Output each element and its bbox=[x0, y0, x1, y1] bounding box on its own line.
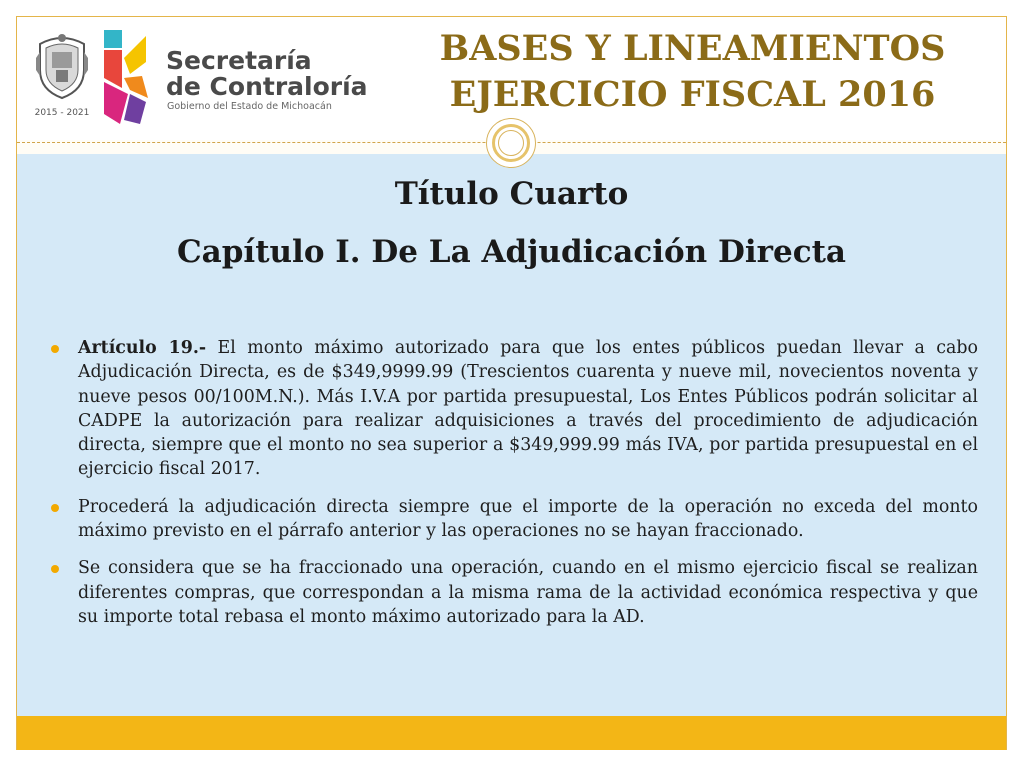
title-heading: Título Cuarto bbox=[394, 176, 629, 212]
coat-of-arms-icon bbox=[34, 30, 90, 100]
org-name-line1: Secretaría bbox=[166, 46, 312, 75]
list-item bbox=[48, 495, 978, 544]
slide-title bbox=[405, 26, 980, 118]
org-subtitle: Gobierno del Estado de Michoacán bbox=[167, 101, 332, 112]
list-item-text: Procederá la adjudicación directa siempre que el importe de la operación no exceda del monto máximo previsto en el párrafo anterior y las operaciones no se hayan fraccionado. bbox=[78, 496, 978, 542]
bottom-bar bbox=[17, 716, 1006, 750]
bullet-dot-icon bbox=[51, 504, 59, 512]
slide-title-line1: BASES Y LINEAMIENTOS bbox=[439, 28, 946, 69]
ornament-ring-icon bbox=[486, 118, 536, 168]
org-name bbox=[166, 48, 368, 100]
chapter-heading: Capítulo I. De La Adjudicación Directa bbox=[176, 234, 847, 270]
slide-title-line2: EJERCICIO FISCAL 2016 bbox=[449, 74, 936, 115]
bullet-list bbox=[48, 336, 978, 642]
bullet-dot-icon bbox=[51, 565, 59, 573]
org-name-line2: de Contraloría bbox=[166, 72, 368, 101]
article-label: Artículo 19.- bbox=[78, 338, 207, 358]
article-text: El monto máximo autorizado para que los entes públicos puedan llevar a cabo Adjudicación Directa, es de $349,9999.99 (Trescientos cuarenta y nueve mil, novecientos noventa y nueve pesos 00/100M.N.). Más I.V.A por partida presupuestal, Los Entes Públicos podrán solicitar al CADPE la autorización para realizar adquisiciones a través del procedimiento de adjudicación directa, siempre que el monto no sea superior a $349,999.99 más IVA, por partida presupuestal en el ejercicio fiscal 2017. bbox=[78, 338, 978, 480]
list-item bbox=[48, 336, 978, 482]
years-label: 2015 - 2021 bbox=[34, 108, 90, 118]
contraloria-logo-icon bbox=[100, 28, 150, 126]
list-item bbox=[48, 556, 978, 629]
bullet-dot-icon bbox=[51, 345, 59, 353]
list-item-text: Se considera que se ha fraccionado una operación, cuando en el mismo ejercicio fiscal se realizan diferentes compras, que correspondan a la misma rama de la actividad económica respectiva y que su importe total rebasa el monto máximo autorizado para la AD. bbox=[78, 558, 978, 627]
